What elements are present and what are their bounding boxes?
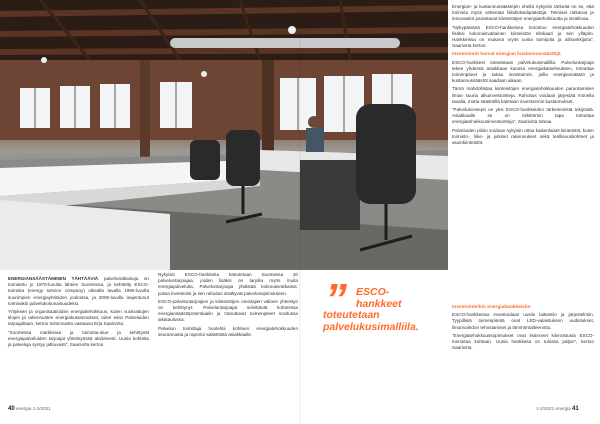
quote-mark: ”: [325, 275, 341, 324]
paragraph: ”Nykypäivänä ESCO-hankkeissa korostuu energiatehokkuuden lisäksi kokonaisvaltainen kiinteistön elinkaari ja sen ylläpito. Hankkeissa on mukana myös uusia toimijoita ja alihankkijoita”, Saarivirta kertoo.: [452, 24, 594, 49]
paragraph: ESCO-palveluntarjoajien ja kiinteistöjen omistajien välinen yhteistyö on kehittynyt. Palveluntarjoajat selvittävät kohteessa energiansäästöpotentiaalin ja toteuttavat toimenpiteet sovitussa aikataulussa.: [158, 298, 298, 323]
paragraph: Yrityksen ja organisaatioiden energiatehokkuus, kuten vuokrattujen tilojen ja rakennusten energiakustannukset, tulee esiin Palveluiden tarjoajaltaan, kertoo toiminnasta vastaava Erja Saarivirta.: [8, 309, 149, 327]
magazine-name: energia: [15, 406, 32, 411]
subheading: Investointeihin energiahankkeisiin: [452, 305, 531, 310]
page-number: 40: [8, 406, 15, 412]
right-column-lower: [452, 302, 594, 353]
pull-quote-word2: hankkeet: [356, 297, 402, 310]
paragraph: ”Energiatehokkuussopimukset ovat lisänneet kiinnostusta ESCO-toimintaa kohtaan. Uusia hankkeita on tulossa paljon”, kertoo Saarivirta.: [452, 332, 594, 351]
magazine-name: energia: [555, 406, 571, 411]
left-footer: [8, 406, 51, 412]
left-column-2: [158, 272, 298, 340]
paragraph: Palveluiden piiriin voidaan nykyisin ottaa kaikenlaiset kiinteistöt, kuten toimisto-, liike- ja julkiset rakennukset sekä teollisuuskohteet ja asuinkiinteistöt.: [452, 127, 594, 146]
paragraph: Nykyisin ESCO-hankkeita toteutetaan Suomessa 20 palveluntarjoajaa, joiden lisäksi on tarjolla myös muita energiapalveluita. Palveluntarjoajia yhdistää kokonaisratkaisut, joissa investointi ja sen rahoitus sisältyvät palvelusopimukseen.: [158, 272, 298, 296]
pull-quote-line3: toteutetaan palvelukusimalliila.: [323, 309, 419, 333]
lead-caps: ENERGIANSÄÄSTÄMINEN TÄHTÄÄVIÄ: [8, 276, 99, 281]
left-column-1: [8, 276, 149, 350]
paragraph: Energian- ja kustannussäästöjen ohella nykyisin tärkeää on se, että toiminta myös vähentää hiilidioksidipäästöjä. Tekniset ratkaisut ja innovaatiot parantavat kiinteistöjen energiatehokkuutta ja sisäilmaa.: [452, 4, 594, 22]
paragraph: ESCO-hankkeet toteutetaan palvelukusimallilla. Palveluntarjoaja tekee yhdessä asiakkaan kanssa energiakatselmuksen, toteuttaa toimenpiteet ja takaa investoinnit, joilla energiansäästö ja kustannussäästöt saadaan aikaan.: [452, 59, 594, 84]
paragraph: Tämä mahdollistaa kiinteistöjen energiatehokkuuden parantamisen ilman suuria alkuinvestointeja. Rahoitus voidaan järjestää monella tavalla, mutta säästöillä katetaan investoinnin kustannukset.: [452, 86, 594, 104]
page-number: 41: [572, 406, 579, 412]
subheading: Investoinnit tuovat energian kustannussäästöjä: [452, 52, 561, 58]
office-photo: [0, 0, 448, 270]
pull-quote-line1: [356, 287, 448, 310]
issue: 1-2/2021: [32, 406, 51, 411]
pull-quote-word1: ESCO-: [356, 286, 390, 298]
spread-fold: [299, 0, 301, 424]
paragraph: ”Suomessa markkinaa ja toiminta-alue ja kehittyvät energiapalveluiden tarjoajat yhteistyössä aktiivisesti. Uusia kohteita ja palveluja syntyy jatkuvasti”, Saarivirta kertoo.: [8, 329, 149, 348]
right-footer: [536, 406, 579, 412]
paragraph: ESCO-hankkeissa investoidaan uusiin laitteisiin ja järjestelmiin. Tyypillisiä toimenpiteitä ovat LED-valaistuksen uudistukset, ilmanvaihdon tehostamiset ja lämmöntalteenotto.: [452, 312, 594, 330]
right-column: [452, 4, 594, 148]
office-illustration: [0, 0, 448, 270]
issue: 1-2/2021: [536, 406, 555, 411]
paragraph: palveluratkaisuja on toimitettu jo 1970-luvulta lähtien Suomessa, ja kehitetty ESCO-toiminta (energy service company) oikealla tavalla 1990-luvulla suurimpien energiayhtiöiden joukossa, ja 2000-luvulla laajentunut toimivaksi palvelukokonaisuudeksi.: [8, 276, 149, 306]
paragraph: Palvelun toimittaja huolehtii kohteen energiatehokkuuden seurannasta ja raportoi säästöistä asiakkaalle.: [158, 325, 298, 337]
paragraph: ”Palvelukonsepti on yksi ESCO-hankkeiden tärkeimmistä tekijöistä. Asiakkaalle se on riskittömin tapa toteuttaa energiatehokkuusinvestointeja”, Saarivirta toteaa.: [452, 107, 594, 125]
